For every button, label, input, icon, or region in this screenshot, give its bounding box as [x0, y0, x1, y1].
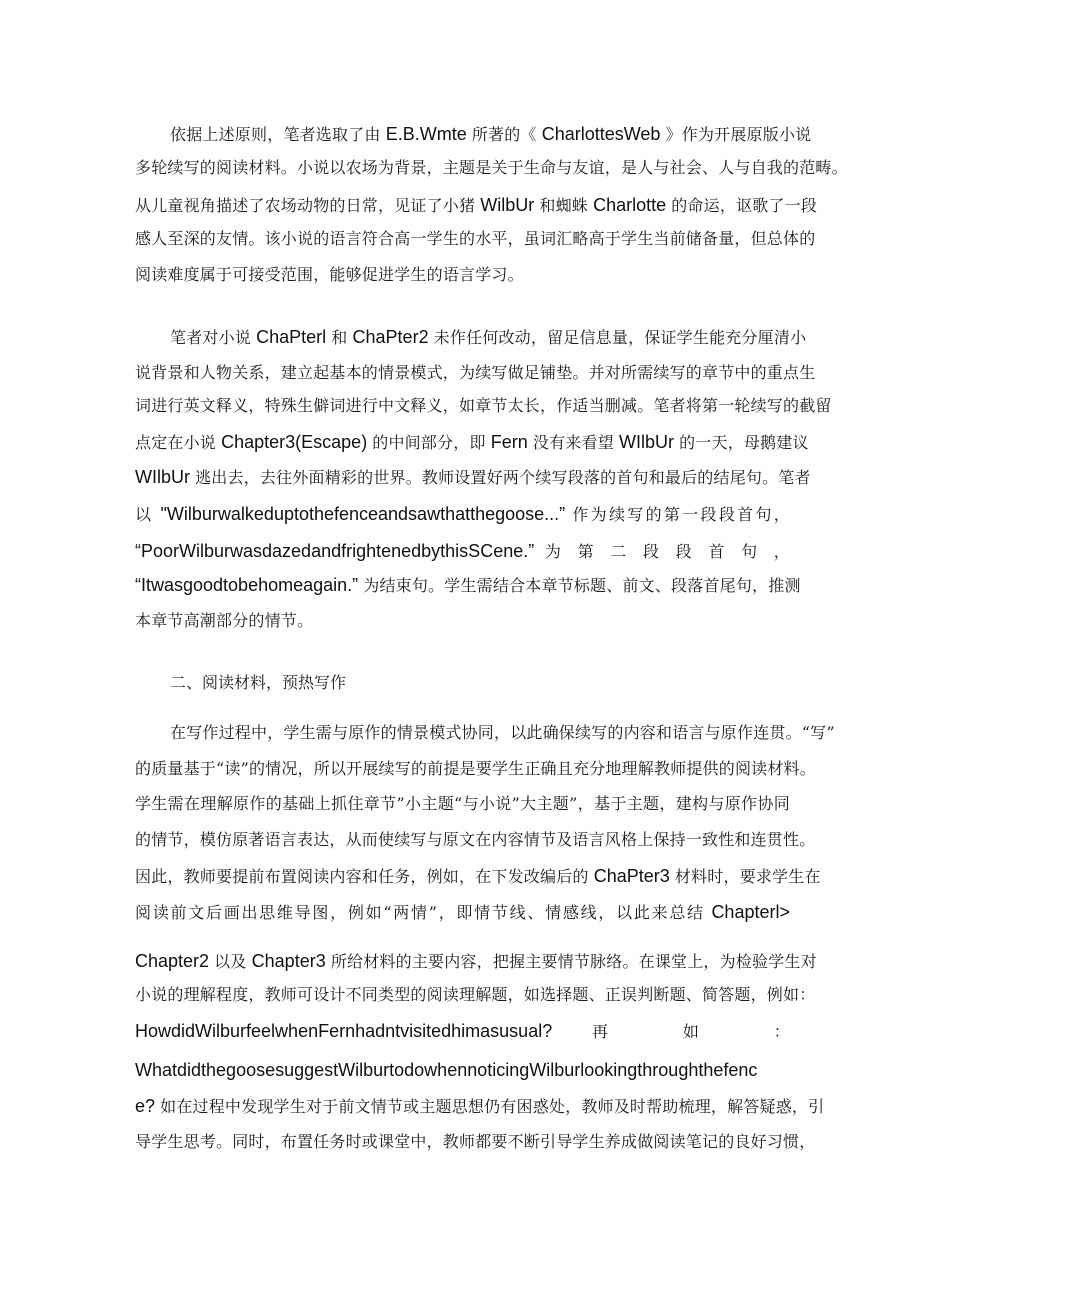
chinese-text: 和蜘蛛 — [539, 196, 588, 215]
chinese-text: 材料时，要求学生在 — [674, 867, 821, 886]
chinese-text: 未作任何改动，留足信息量，保证学生能充分厘清小 — [433, 328, 807, 347]
english-text: WilbUr — [480, 195, 535, 215]
english-text: CharlottesWeb — [541, 124, 661, 144]
english-text: Chapter2 — [135, 951, 210, 971]
chinese-text: 阅读前文后画出思维导图，例如“两情”，即情节线、情感线，以此来总结 — [135, 903, 705, 922]
paragraph-1-line — [0, 117, 812, 151]
chinese-text: 学生需在理解原作的基础上抓住章节”小主题“与小说”大主题”，基于主题，建构与原作协同 — [135, 794, 790, 813]
chinese-text: 》作为开展原版小说 — [665, 125, 812, 144]
paragraph-1-line — [0, 151, 848, 185]
paragraph-2-line — [0, 356, 816, 390]
chinese-text: 没有来看望 — [532, 433, 614, 452]
paragraph-3-line — [0, 895, 790, 929]
chinese-text: 说背景和人物关系，建立起基本的情景模式，为续写做足铺垫。并对所需续写的章节中的重点生 — [135, 363, 816, 382]
chinese-text: 逃出去，去往外面精彩的世界。教师设置好两个续写段落的首句和最后的结尾句。笔者 — [195, 468, 811, 487]
paragraph-3-line — [0, 716, 835, 750]
chinese-text: 点定在小说 — [135, 433, 217, 452]
english-text: e? — [135, 1096, 156, 1116]
chinese-text: 为结束句。学生需结合本章节标题、前文、段落首尾句，推测 — [363, 576, 801, 595]
paragraph-2-line — [0, 568, 801, 602]
section-heading: 二、阅读材料，预热写作 — [170, 673, 347, 692]
chinese-text: 如在过程中发现学生对于前文情节或主题思想仍有困惑处，教师及时帮助梳理，解答疑惑，引 — [160, 1097, 825, 1116]
english-text: ChaPterl — [256, 327, 327, 347]
english-text: “PoorWilburwasdazedandfrightenedbythisSCene.” — [135, 541, 535, 561]
paragraph-3-line — [0, 859, 821, 893]
paragraph-2-line — [0, 534, 790, 568]
english-text: E.B.Wmte — [385, 124, 467, 144]
english-text: Chapter3(Escape) — [221, 432, 368, 452]
chinese-text: 词进行英文释义，特殊生僻词进行中文释义，如章节太长，作适当删减。笔者将第一轮续写的截留 — [135, 396, 832, 415]
english-text: Chapter3 — [251, 951, 326, 971]
chinese-text: 的情节，模仿原著语言表达，从而使续写与原文在内容情节及语言风格上保持一致性和连贯性。 — [135, 830, 816, 849]
paragraph-2-line — [0, 604, 790, 638]
english-text: Fern — [490, 432, 528, 452]
paragraph-4-line — [0, 1053, 790, 1087]
chinese-text: 所著的《 — [471, 125, 537, 144]
paragraph-4-line — [0, 944, 817, 978]
paragraph-1-line — [0, 222, 816, 256]
chinese-text: 和 — [331, 328, 348, 347]
english-text: “Itwasgoodtobehomeagain.” — [135, 575, 359, 595]
chinese-text: 作为续写的第一段段首句， — [572, 505, 790, 524]
chinese-text: 再 如 ： — [592, 1022, 790, 1041]
chinese-text: 导学生思考。同时，布置任务时或课堂中，教师都要不断引导学生养成做阅读笔记的良好习惯， — [135, 1132, 816, 1151]
english-text: Charlotte — [593, 195, 667, 215]
paragraph-4-line — [0, 1089, 825, 1123]
chinese-text: 多轮续写的阅读材料。小说以农场为背景，主题是关于生命与友谊，是人与社会、人与自我的范畴。 — [135, 158, 848, 177]
english-text: HowdidWilburfeelwhenFernhadntvisitedhimasusual? — [135, 1021, 553, 1041]
chinese-text: 所给材料的主要内容，把握主要情节脉络。在课堂上，为检验学生对 — [330, 952, 817, 971]
chinese-text: 从儿童视角描述了农场动物的日常，见证了小猪 — [135, 196, 476, 215]
chinese-text: 的一天，母鹅建议 — [679, 433, 809, 452]
chinese-text: 为 第 二 段 段 首 句 ， — [544, 542, 790, 561]
chinese-text: 在写作过程中，学生需与原作的情景模式协同，以此确保续写的内容和语言与原作连贯。“写” — [170, 723, 835, 742]
paragraph-2-line — [0, 460, 811, 494]
paragraph-2-line — [0, 320, 807, 354]
paragraph-4-line — [0, 1014, 790, 1048]
chinese-text: 以 — [135, 505, 154, 524]
paragraph-3-line — [0, 752, 816, 786]
chinese-text: 阅读难度属于可接受范围，能够促进学生的语言学习。 — [135, 265, 524, 284]
paragraph-4-line — [0, 1125, 816, 1159]
english-text: WhatdidthegoosesuggestWilburtodowhennoticingWilburlookingthroughthefenc — [135, 1060, 758, 1080]
chinese-text: 以及 — [214, 952, 247, 971]
paragraph-2-line — [0, 425, 809, 459]
chinese-text: 因此，教师要提前布置阅读内容和任务，例如，在下发改编后的 — [135, 867, 589, 886]
english-text: "Wilburwalkeduptothefenceandsawthatthegoose...” — [160, 504, 566, 524]
chinese-text: 笔者对小说 — [170, 328, 252, 347]
english-text: WIlbUr — [619, 432, 674, 452]
english-text: ChaPter2 — [352, 327, 429, 347]
chinese-text: 小说的理解程度，教师可设计不同类型的阅读理解题，如选择题、正误判断题、简答题，例如： — [135, 985, 816, 1004]
paragraph-2-line — [0, 389, 832, 423]
chinese-text: 依据上述原则，笔者选取了由 — [170, 125, 381, 144]
chinese-text: 的命运，讴歌了一段 — [671, 196, 818, 215]
paragraph-1-line — [0, 188, 818, 222]
chinese-text: 感人至深的友情。该小说的语言符合高一学生的水平，虽词汇略高于学生当前储备量，但总体的 — [135, 229, 816, 248]
paragraph-2-line — [0, 497, 790, 531]
english-text: Chapterl> — [711, 902, 790, 922]
paragraph-3-line — [0, 823, 816, 857]
paragraph-1-line — [0, 258, 790, 292]
english-text: WIlbUr — [135, 467, 190, 487]
paragraph-3-line — [0, 787, 790, 821]
english-text: ChaPter3 — [593, 866, 670, 886]
paragraph-4-line — [0, 978, 816, 1012]
chinese-text: 的质量基于“读”的情况，所以开展续写的前提是要学生正确且充分地理解教师提供的阅读材料。 — [135, 759, 816, 778]
chinese-text: 的中间部分，即 — [372, 433, 486, 452]
chinese-text: 本章节高潮部分的情节。 — [135, 611, 314, 630]
